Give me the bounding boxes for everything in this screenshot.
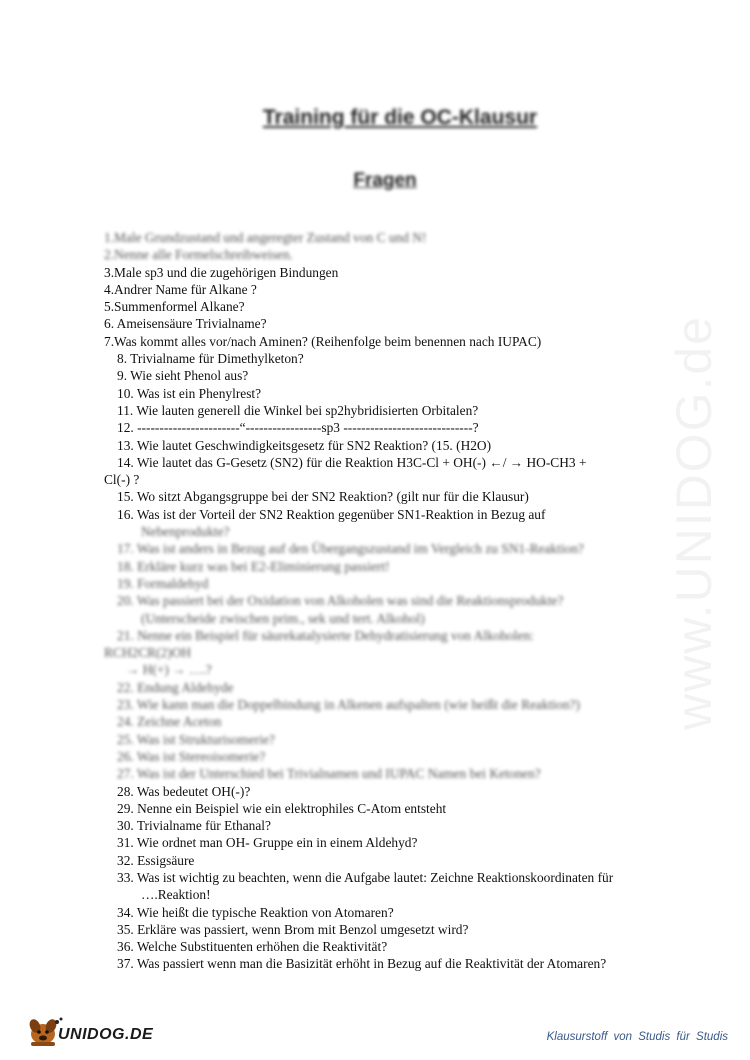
logo-text: UNIDOG.DE	[58, 1026, 154, 1043]
footer-tagline: Klausurstoff von Studis für Studis	[546, 1031, 728, 1043]
question-item: 12. -----------------------“-----------------sp3 -----------------------------?	[117, 420, 479, 436]
question-item: 36. Welche Substituenten erhöhen die Reaktivität?	[117, 939, 388, 955]
question-item: 6. Ameisensäure Trivialname?	[104, 316, 267, 332]
question-item: 13. Wie lautet Geschwindigkeitsgesetz für SN2 Reaktion? (15. (H2O)	[117, 437, 492, 453]
question-item: 29. Nenne ein Beispiel wie ein elektrophiles C-Atom entsteht	[117, 800, 447, 816]
question-item: 5.Summenformel Alkane?	[104, 299, 245, 315]
question-item-continuation: RCH2CR(2)OH	[104, 645, 192, 661]
question-item: 27. Was ist der Unterschied bei Trivialnamen und IUPAC Namen bei Ketonen?	[117, 766, 541, 782]
question-item: 32. Essigsäure	[117, 852, 195, 868]
question-item: 22. Endung Aldehyde	[117, 679, 234, 695]
question-item: 23. Wie kann man die Doppelbindung in Alkenen aufspalten (wie heißt die Reaktion?)	[117, 697, 580, 713]
question-item: 10. Was ist ein Phenylrest?	[117, 385, 262, 401]
question-item: 30. Trivialname für Ethanal?	[117, 818, 271, 834]
question-item: 4.Andrer Name für Alkane ?	[104, 281, 257, 297]
question-list	[104, 229, 664, 973]
question-item: 15. Wo sitzt Abgangsgruppe bei der SN2 Reaktion? (gilt nur für die Klausur)	[117, 489, 529, 505]
question-item: 37. Was passiert wenn man die Basizität erhöht in Bezug auf die Reaktivität der Atomaren?	[117, 956, 607, 972]
question-item-continuation: → H(+) → ….?	[126, 662, 212, 678]
question-item: 26. Was ist Stereoisomerie?	[117, 748, 266, 764]
question-item: 33. Was ist wichtig zu beachten, wenn die Aufgabe lautet: Zeichne Reaktionskoordinaten für	[117, 869, 614, 885]
question-item: 31. Wie ordnet man OH- Gruppe ein in einem Aldehyd?	[117, 835, 418, 851]
question-item-continuation: (Unterscheide zwischen prim., sek und tert. Alkohol)	[141, 610, 425, 626]
question-item: 3.Male sp3 und die zugehörigen Bindungen	[104, 264, 339, 280]
question-item: 35. Erkläre was passiert, wenn Brom mit Benzol umgesetzt wird?	[117, 921, 469, 937]
question-item: 1.Male Grundzustand und angeregter Zustand von C und N!	[104, 230, 427, 245]
question-item-continuation: Nebenprodukte?	[141, 524, 230, 540]
question-item: 18. Erkläre kurz was bei E2-Eliminierung passiert!	[117, 558, 390, 574]
question-item-continuation: Cl(-) ?	[104, 472, 140, 488]
question-item: 8. Trivialname für Dimethylketon?	[117, 351, 304, 367]
question-item-continuation: ….Reaktion!	[141, 887, 211, 903]
question-item: 7.Was kommt alles vor/nach Aminen? (Reihenfolge beim benennen nach IUPAC)	[104, 333, 542, 349]
question-item: 24. Zeichne Aceton	[117, 714, 222, 730]
question-item: 19. Formaldehyd	[117, 575, 209, 591]
question-item: 14. Wie lautet das G-Gesetz (SN2) für die Reaktion H3C-Cl + OH(-) ←/ → HO-CH3 +	[117, 454, 587, 470]
question-item: 28. Was bedeutet OH(-)?	[117, 783, 251, 799]
question-item: 11. Wie lauten generell die Winkel bei sp2hybridisierten Orbitalen?	[117, 402, 479, 418]
section-heading: Fragen	[353, 170, 417, 191]
question-item: 17. Was ist anders in Bezug auf den Übergangszustand im Vergleich zu SN1-Reaktion?	[117, 541, 584, 557]
question-item: 21. Nenne ein Beispiel für säurekatalysierte Dehydratisierung von Alkoholen:	[117, 627, 534, 643]
page-title: Training für die OC-Klausur	[262, 106, 538, 129]
question-item: 34. Wie heißt die typische Reaktion von Atomaren?	[117, 904, 394, 920]
question-item: 9. Wie sieht Phenol aus?	[117, 368, 249, 384]
question-item: 2.Nenne alle Formelschreibweisen.	[104, 247, 293, 263]
question-item: 20. Was passiert bei der Oxidation von Alkoholen was sind die Reaktionsprodukte?	[117, 593, 564, 609]
question-item: 16. Was ist der Vorteil der SN2 Reaktion gegenüber SN1-Reaktion in Bezug auf	[117, 506, 546, 522]
question-item: 25. Was ist Strukturisomerie?	[117, 731, 275, 747]
watermark-text: www.UNIDOG.de	[666, 315, 722, 730]
